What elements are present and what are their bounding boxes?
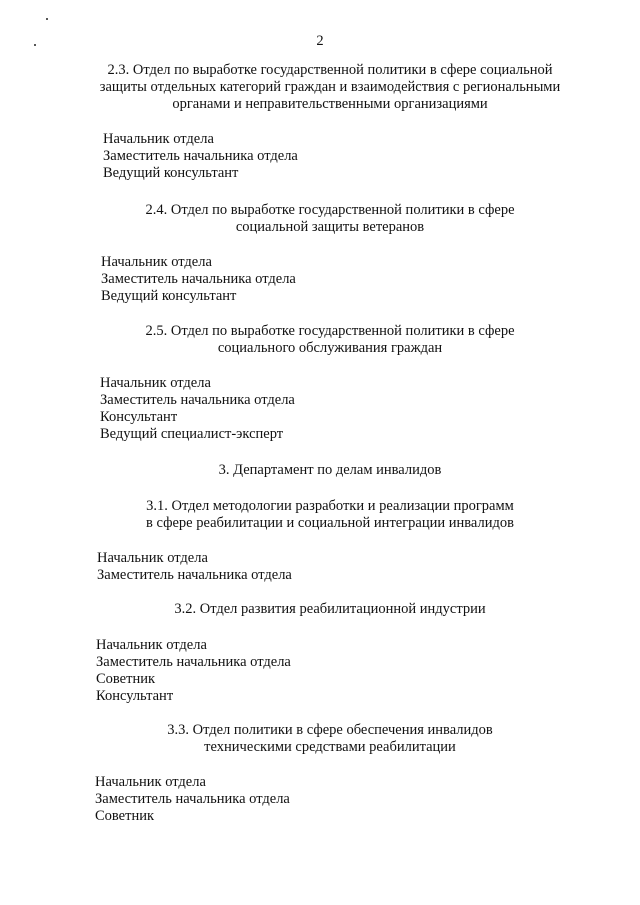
position-item: Ведущий консультант: [103, 165, 239, 181]
position-item: Ведущий специалист-эксперт: [100, 426, 284, 442]
position-item: Начальник отдела: [100, 375, 211, 391]
heading-line: 2.3. Отдел по выработке государственной политики в сфере социальной: [107, 62, 553, 78]
position-item: Заместитель начальника отдела: [97, 567, 292, 583]
heading-line: 3.3. Отдел политики в сфере обеспечения инвалидов: [167, 722, 493, 738]
heading-line: 3. Департамент по делам инвалидов: [218, 462, 442, 478]
position-item: Заместитель начальника отдела: [101, 271, 296, 287]
scan-speck: [34, 44, 36, 46]
position-list: [101, 254, 296, 305]
scan-speck: [46, 18, 48, 20]
section-heading: [60, 323, 600, 357]
heading-line: 3.1. Отдел методологии разработки и реализации программ: [146, 498, 514, 514]
heading-line: 2.4. Отдел по выработке государственной политики в сфере: [145, 202, 515, 218]
section-heading: [60, 62, 600, 113]
section-heading: [60, 202, 600, 236]
heading-line: 2.5. Отдел по выработке государственной политики в сфере: [145, 323, 515, 339]
heading-line: защиты отдельных категорий граждан и взаимодействия с региональными: [99, 79, 561, 95]
heading-line: 3.2. Отдел развития реабилитационной индустрии: [174, 601, 486, 617]
page-number: 2: [316, 33, 324, 49]
position-item: Заместитель начальника отдела: [96, 654, 291, 670]
heading-line: техническими средствами реабилитации: [204, 739, 456, 755]
position-item: Начальник отдела: [96, 637, 207, 653]
position-list: [96, 637, 291, 705]
heading-line: в сфере реабилитации и социальной интеграции инвалидов: [146, 515, 514, 531]
position-item: Начальник отдела: [103, 131, 214, 147]
position-list: [100, 375, 295, 443]
position-list: [97, 550, 292, 584]
department-heading: [60, 462, 600, 479]
section-heading: [60, 601, 600, 618]
heading-line: социальной защиты ветеранов: [235, 219, 425, 235]
position-item: Начальник отдела: [97, 550, 208, 566]
section-heading: [60, 722, 600, 756]
position-item: Начальник отдела: [95, 774, 206, 790]
position-item: Начальник отдела: [101, 254, 212, 270]
position-list: [103, 131, 298, 182]
position-item: Консультант: [100, 409, 178, 425]
position-item: Ведущий консультант: [101, 288, 237, 304]
position-item: Советник: [96, 671, 156, 687]
position-item: Заместитель начальника отдела: [103, 148, 298, 164]
section-heading: [60, 498, 600, 532]
heading-line: социального обслуживания граждан: [217, 340, 443, 356]
position-list: [95, 774, 290, 825]
position-item: Советник: [95, 808, 155, 824]
heading-line: органами и неправительственными организациями: [172, 96, 488, 112]
position-item: Заместитель начальника отдела: [95, 791, 290, 807]
position-item: Консультант: [96, 688, 174, 704]
position-item: Заместитель начальника отдела: [100, 392, 295, 408]
